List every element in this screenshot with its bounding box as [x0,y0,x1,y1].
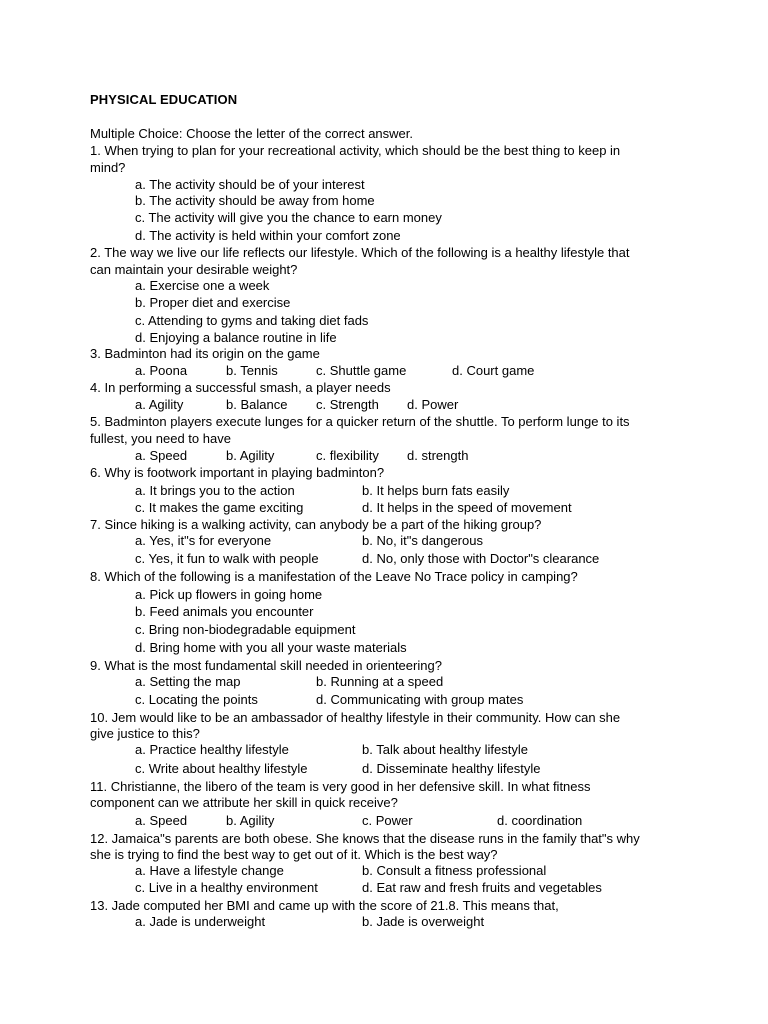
q5-stem-line-2: fullest, you need to have [90,431,231,446]
q2-option-a: a. Exercise one a week [135,278,270,293]
q9-stem-line-1: 9. What is the most fundamental skill needed in orienteering? [90,658,442,673]
q4-option-b: b. Balance [226,397,288,412]
q3-option-d: d. Court game [452,363,535,378]
q2-option-d: d. Enjoying a balance routine in life [135,330,337,345]
q13-option-b: b. Jade is overweight [362,914,485,929]
q10-stem-line-1: 10. Jem would like to be an ambassador of healthy lifestyle in their community. How can she [90,710,621,725]
q10-option-c: c. Write about healthy lifestyle [135,761,308,776]
q5-option-c: c. flexibility [316,448,379,463]
q8-option-d: d. Bring home with you all your waste materials [135,640,407,655]
q8-option-b: b. Feed animals you encounter [135,604,314,619]
q12-option-c: c. Live in a healthy environment [135,880,318,895]
q13-stem-line-1: 13. Jade computed her BMI and came up with the score of 21.8. This means that, [90,898,559,913]
q11-option-b: b. Agility [226,813,275,828]
q11-stem-line-2: component can we attribute her skill in quick receive? [90,795,398,810]
q6-option-c: c. It makes the game exciting [135,500,304,515]
q3-option-a: a. Poona [135,363,188,378]
q8-stem-line-1: 8. Which of the following is a manifestation of the Leave No Trace policy in camping? [90,569,578,584]
q1-stem-line-1: 1. When trying to plan for your recreational activity, which should be the best thing to keep in [90,143,621,158]
q12-option-a: a. Have a lifestyle change [135,863,284,878]
q11-option-c: c. Power [362,813,413,828]
q1-option-b: b. The activity should be away from home [135,193,375,208]
q11-option-d: d. coordination [497,813,583,828]
q5-stem-line-1: 5. Badminton players execute lunges for a quicker return of the shuttle. To perform lunge to its [90,414,630,429]
q1-stem-line-2: mind? [90,160,126,175]
q5-option-b: b. Agility [226,448,275,463]
q3-option-c: c. Shuttle game [316,363,407,378]
q8-option-a: a. Pick up flowers in going home [135,587,323,602]
q7-option-b: b. No, it"s dangerous [362,533,483,548]
q10-option-b: b. Talk about healthy lifestyle [362,742,528,757]
page-title: PHYSICAL EDUCATION [90,92,238,107]
q4-stem-line-1: 4. In performing a successful smash, a player needs [90,380,391,395]
q11-stem-line-1: 11. Christianne, the libero of the team is very good in her defensive skill. In what fitness [90,779,591,794]
q8-option-c: c. Bring non-biodegradable equipment [135,622,356,637]
q10-option-d: d. Disseminate healthy lifestyle [362,761,541,776]
q9-option-b: b. Running at a speed [316,674,444,689]
q4-option-d: d. Power [407,397,459,412]
q3-stem-line-1: 3. Badminton had its origin on the game [90,346,320,361]
q7-option-d: d. No, only those with Doctor"s clearance [362,551,600,566]
q4-option-c: c. Strength [316,397,379,412]
q11-option-a: a. Speed [135,813,188,828]
q7-stem-line-1: 7. Since hiking is a walking activity, can anybody be a part of the hiking group? [90,517,542,532]
q6-option-d: d. It helps in the speed of movement [362,500,572,515]
q10-stem-line-2: give justice to this? [90,726,200,741]
q9-option-a: a. Setting the map [135,674,241,689]
q12-option-b: b. Consult a fitness professional [362,863,547,878]
q13-option-a: a. Jade is underweight [135,914,266,929]
q1-option-d: d. The activity is held within your comfort zone [135,228,401,243]
q1-option-c: c. The activity will give you the chance to earn money [135,210,442,225]
q12-option-d: d. Eat raw and fresh fruits and vegetables [362,880,602,895]
instructions: Multiple Choice: Choose the letter of the correct answer. [90,126,413,141]
q9-option-c: c. Locating the points [135,692,258,707]
q1-option-a: a. The activity should be of your interest [135,177,365,192]
q7-option-c: c. Yes, it fun to walk with people [135,551,319,566]
q12-stem-line-1: 12. Jamaica"s parents are both obese. She knows that the disease runs in the family that"s why [90,831,640,846]
q7-option-a: a. Yes, it"s for everyone [135,533,272,548]
q2-option-c: c. Attending to gyms and taking diet fads [135,313,369,328]
q6-option-b: b. It helps burn fats easily [362,483,510,498]
q4-option-a: a. Agility [135,397,184,412]
q6-stem-line-1: 6. Why is footwork important in playing badminton? [90,465,385,480]
q2-stem-line-2: can maintain your desirable weight? [90,262,298,277]
q2-stem-line-1: 2. The way we live our life reflects our lifestyle. Which of the following is a healthy lifestyle that [90,245,630,260]
q2-option-b: b. Proper diet and exercise [135,295,291,310]
q6-option-a: a. It brings you to the action [135,483,295,498]
q3-option-b: b. Tennis [226,363,278,378]
q5-option-d: d. strength [407,448,469,463]
q12-stem-line-2: she is trying to find the best way to get out of it. Which is the best way? [90,847,498,862]
q9-option-d: d. Communicating with group mates [316,692,524,707]
q5-option-a: a. Speed [135,448,188,463]
q10-option-a: a. Practice healthy lifestyle [135,742,289,757]
